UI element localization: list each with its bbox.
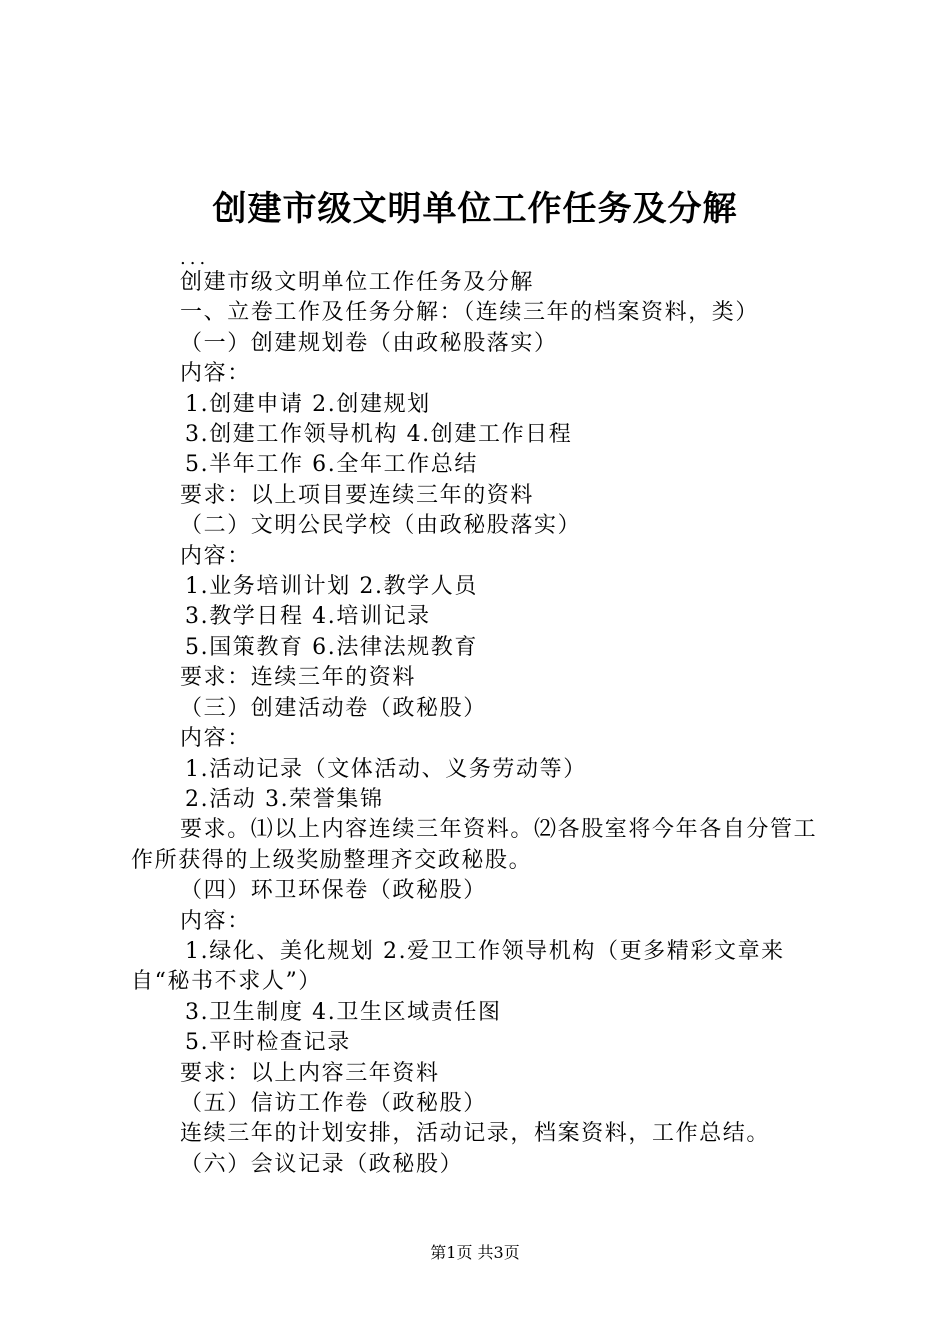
document-title: 创建市级文明单位工作任务及分解 xyxy=(212,189,738,229)
body-line: 要求：以上项目要连续三年的资料 xyxy=(180,482,535,508)
body-line: 一、立卷工作及任务分解：（连续三年的档案资料，类） xyxy=(180,300,760,326)
body-line: （一）创建规划卷（由政秘股落实） xyxy=(180,330,558,356)
body-paragraph: 1.绿化、美化规划 2.爱卫工作领导机构（更多精彩文章来自“秘书不求人”） xyxy=(131,938,785,995)
body-line: 内容： xyxy=(180,361,251,387)
body-line: （二）文明公民学校（由政秘股落实） xyxy=(180,513,582,539)
ellipsis-text: ... xyxy=(180,248,210,269)
body-line: 2.活动 3.荣誉集锦 xyxy=(185,786,384,812)
body-line: 要求：以上内容三年资料 xyxy=(180,1060,440,1086)
page-number: 第1页 共3页 xyxy=(430,1243,520,1262)
body-line: 内容： xyxy=(180,543,251,569)
body-line: 3.创建工作领导机构 4.创建工作日程 xyxy=(185,422,573,448)
body-line: 5.平时检查记录 xyxy=(185,1030,351,1056)
body-line: 3.卫生制度 4.卫生区域责任图 xyxy=(185,999,502,1025)
body-line: 3.教学日程 4.培训记录 xyxy=(185,604,431,630)
body-line: （六）会议记录（政秘股） xyxy=(180,1151,464,1177)
body-line: （五）信访工作卷（政秘股） xyxy=(180,1090,487,1116)
document-body xyxy=(131,250,831,1180)
body-line: 1.活动记录（文体活动、义务劳动等） xyxy=(185,756,587,782)
body-line: 1.业务培训计划 2.教学人员 xyxy=(185,574,478,600)
body-line: 5.国策教育 6.法律法规教育 xyxy=(185,634,478,660)
body-line: 要求：连续三年的资料 xyxy=(180,665,417,691)
body-line: 连续三年的计划安排，活动记录，档案资料，工作总结。 xyxy=(180,1121,771,1147)
body-line: 创建市级文明单位工作任务及分解 xyxy=(180,270,535,295)
body-line: （三）创建活动卷（政秘股） xyxy=(180,695,487,721)
body-paragraph: 要求。⑴以上内容连续三年资料。⑵各股室将今年各自分管工作所获得的上级奖励整理齐交政秘股。 xyxy=(131,817,818,873)
body-line: 内容： xyxy=(180,726,251,752)
body-line: 5.半年工作 6.全年工作总结 xyxy=(185,452,478,478)
body-line: 1.创建申请 2.创建规划 xyxy=(185,391,431,417)
body-line: 内容： xyxy=(180,908,251,934)
body-line: （四）环卫环保卷（政秘股） xyxy=(180,878,487,904)
